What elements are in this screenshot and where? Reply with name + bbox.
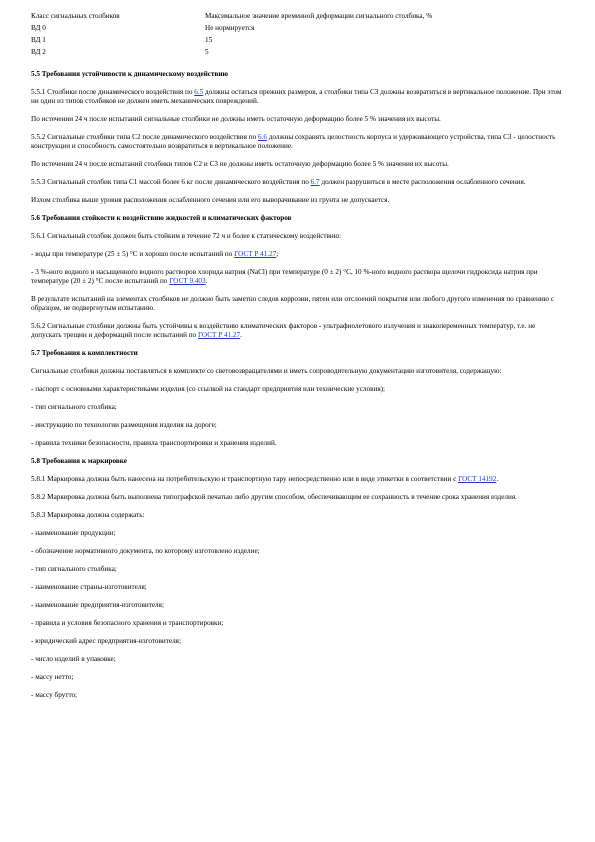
link-gost-9-403[interactable]: ГОСТ 9.403	[169, 277, 206, 285]
table-row	[31, 24, 432, 36]
table-cell: ВД 1	[31, 36, 46, 44]
list-item: - наименование страны-изготовителя;	[31, 583, 147, 591]
table-row	[31, 36, 432, 48]
table-cell: 5	[205, 48, 209, 56]
paragraph: 5.8.3 Маркировка должна содержать:	[31, 511, 145, 519]
list-item: - тип сигнального столбика;	[31, 403, 117, 411]
list-item: - тип сигнального столбика;	[31, 565, 117, 573]
table-row	[31, 48, 432, 60]
list-item: - паспорт с основными характеристиками изделия (со ссылкой на стандарт предприятия или технические условия);	[31, 385, 386, 393]
link-gost-r-41-27[interactable]: ГОСТ Р 41.27	[197, 331, 241, 339]
section-heading-5-6: 5.6 Требования стойкости к воздействию жидкостей и климатических факторов	[31, 214, 292, 222]
section-heading-5-7: 5.7 Требования к комплектности	[31, 349, 138, 357]
paragraph: 5.6.1 Сигнальный столбик должен быть стойким в течение 72 ч и более к статическому воздействию:	[31, 232, 342, 240]
section-heading-5-8: 5.8 Требования к маркировке	[31, 457, 127, 465]
link-clause-6-7[interactable]: 6.7	[310, 178, 320, 186]
paragraph: - воды при температуре (25 ± 5) °С и хорошо после испытаний по ГОСТ Р 41.27;	[31, 250, 279, 258]
paragraph: 5.8.2 Маркировка должна быть выполнена типографской печатью либо другим способом, обеспечивающим ее сохранность в течение срока хранения изделия.	[31, 493, 517, 501]
list-item: - наименование предприятия-изготовителя;	[31, 601, 164, 609]
section-heading-5-5: 5.5 Требования устойчивости к динамическому воздействию	[31, 70, 229, 78]
link-clause-6-5[interactable]: 6.5	[194, 88, 204, 96]
list-item: - число изделий в упаковке;	[31, 655, 116, 663]
paragraph: В результате испытаний на элементах столбиков не должно быть заметно следов коррозии, пятен или отслоений покрытия или любого другого изменения по сравнению с образцом, не подвергнутым испытанию.	[31, 295, 555, 312]
table-cell: ВД 0	[31, 24, 46, 32]
list-item: - правила техники безопасности, правила транспортировки и хранения изделий.	[31, 439, 277, 447]
paragraph: 5.5.2 Сигнальные столбики типа С2 после динамического воздействия по 6.6 должны сохранять целостность корпуса и удерживающего устройства, типа С3 - целостность конструкции и способность самостоятельно возвратиться в вертикальное положение.	[31, 133, 556, 150]
list-item: - массу брутто;	[31, 691, 78, 699]
table-cell: Максимальное значение временной деформации сигнального столбика, %	[205, 12, 433, 20]
link-gost-14192[interactable]: ГОСТ 14192	[458, 475, 497, 483]
paragraph: 5.6.2 Сигнальные столбики должны быть устойчивы к воздействию климатических факторов - ультрафиолетового излучения и знакопеременных температур, т.е. не допускать трещин и деформаций после испытаний по ГОСТ Р 41.27.	[31, 322, 536, 339]
list-item: - правила и условия безопасного хранения и транспортировки;	[31, 619, 224, 627]
paragraph: 5.8.1 Маркировка должна быть нанесена на потребительскую и транспортную тару непосредственно или в виде этикетки в соответствии с ГОСТ 14192.	[31, 475, 499, 483]
paragraph: 5.5.3 Сигнальный столбик типа С1 массой более 6 кг после динамического воздействия по 6.7 должен разрушиться в месте расположения ослабленного сечения.	[31, 178, 526, 186]
link-gost-r-41-27[interactable]: ГОСТ Р 41.27	[234, 250, 277, 258]
list-item: - обозначение нормативного документа, по которому изготовлено изделие;	[31, 547, 260, 555]
document-page	[31, 12, 565, 709]
table-header-row	[31, 12, 432, 24]
paragraph: Излом столбика выше уровня расположения ослабленного сечения или его выворачивание из грунта не допускается.	[31, 196, 390, 204]
table-cell: Не нормируется	[205, 24, 255, 32]
paragraph: По истечении 24 ч после испытаний сигнальные столбики не должны иметь остаточную деформацию более 5 % значения их высоты.	[31, 115, 441, 123]
link-clause-6-6[interactable]: 6.6	[257, 133, 267, 141]
list-item: - инструкцию по технологии размещения изделия на дороге;	[31, 421, 217, 429]
paragraph: - 3 %-ного водного и насыщенного водного растворов хлорида натрия (NaCl) при температуре (0 ± 2) °С, 10 %-ного водного раствора щелочи гидроксида натрия при температуре (20 ± 2) °С после испытаний по ГОСТ 9.403.	[31, 268, 538, 285]
paragraph: По истечении 24 ч после испытаний столбики типов С2 и С3 не должны иметь остаточную деформацию более 5 % значения их высоты.	[31, 160, 449, 168]
paragraph: Сигнальные столбики должны поставляться в комплекте со световозвращателями и иметь сопроводительную документацию изготовителя, содержащую:	[31, 367, 502, 375]
table-cell: Класс сигнальных столбиков	[31, 12, 120, 20]
table-cell: 15	[205, 36, 213, 44]
paragraph: 5.5.1 Столбики после динамического воздействия по 6.5 должны остаться прежних размеров, а столбики типа С3 должны возвратиться в вертикальное положение. При этом ни один из типов столбиков не должен иметь механических повреждений.	[31, 88, 562, 105]
table-cell: ВД 2	[31, 48, 46, 56]
class-table	[31, 12, 432, 60]
list-item: - наименование продукции;	[31, 529, 116, 537]
list-item: - массу нетто;	[31, 673, 74, 681]
list-item: - юридический адрес предприятия-изготовителя;	[31, 637, 181, 645]
